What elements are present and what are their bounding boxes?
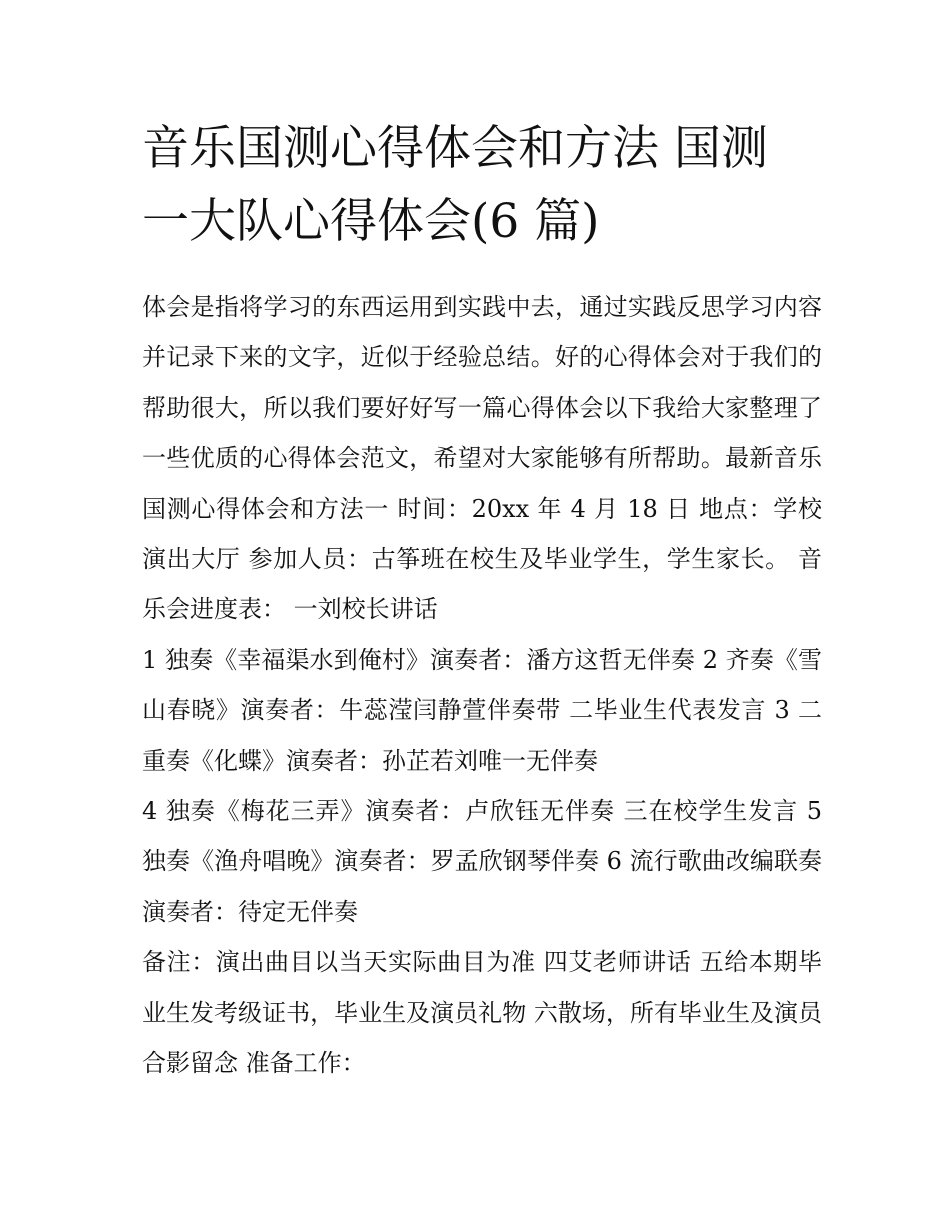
- paragraph-program-2: 4 独奏《梅花三弄》演奏者：卢欣钰无伴奏 三在校学生发言 5 独奏《渔舟唱晚》演奏者：罗孟欣钢琴伴奏 6 流行歌曲改编联奏演奏者：待定无伴奏: [142, 797, 822, 926]
- title-line-1: 音乐国测心得体会和方法 国测: [142, 121, 768, 176]
- paragraph-intro: 体会是指将学习的东西运用到实践中去，通过实践反思学习内容并记录下来的文字，近似于经验总结。好的心得体会对于我们的帮助很大，所以我们要好好写一篇心得体会以下我给大家整理了一些优质的心得体会范文，希望对大家能够有所帮助。最新音乐国测心得体会和方法一 时间：20xx 年 4 月 18 日 地点：学校演出大厅 参加人员：古筝班在校生及毕业学生，学生家长。 音乐会进度表： 一刘校长讲话: [142, 293, 822, 624]
- document-body: [142, 282, 822, 1089]
- document-title: [142, 112, 822, 258]
- paragraph-notes: 备注：演出曲目以当天实际曲目为准 四艾老师讲话 五给本期毕业生发考级证书，毕业生及演员礼物 六散场，所有毕业生及演员合影留念 准备工作：: [142, 948, 822, 1078]
- paragraph-program-1: 1 独奏《幸福渠水到俺村》演奏者：潘方这哲无伴奏 2 齐奏《雪山春晓》演奏者：牛蕊滢闫静萱伴奏带 二毕业生代表发言 3 二重奏《化蝶》演奏者：孙芷若刘唯一无伴奏: [142, 645, 822, 775]
- title-line-2: 一大队心得体会(6 篇): [142, 194, 600, 249]
